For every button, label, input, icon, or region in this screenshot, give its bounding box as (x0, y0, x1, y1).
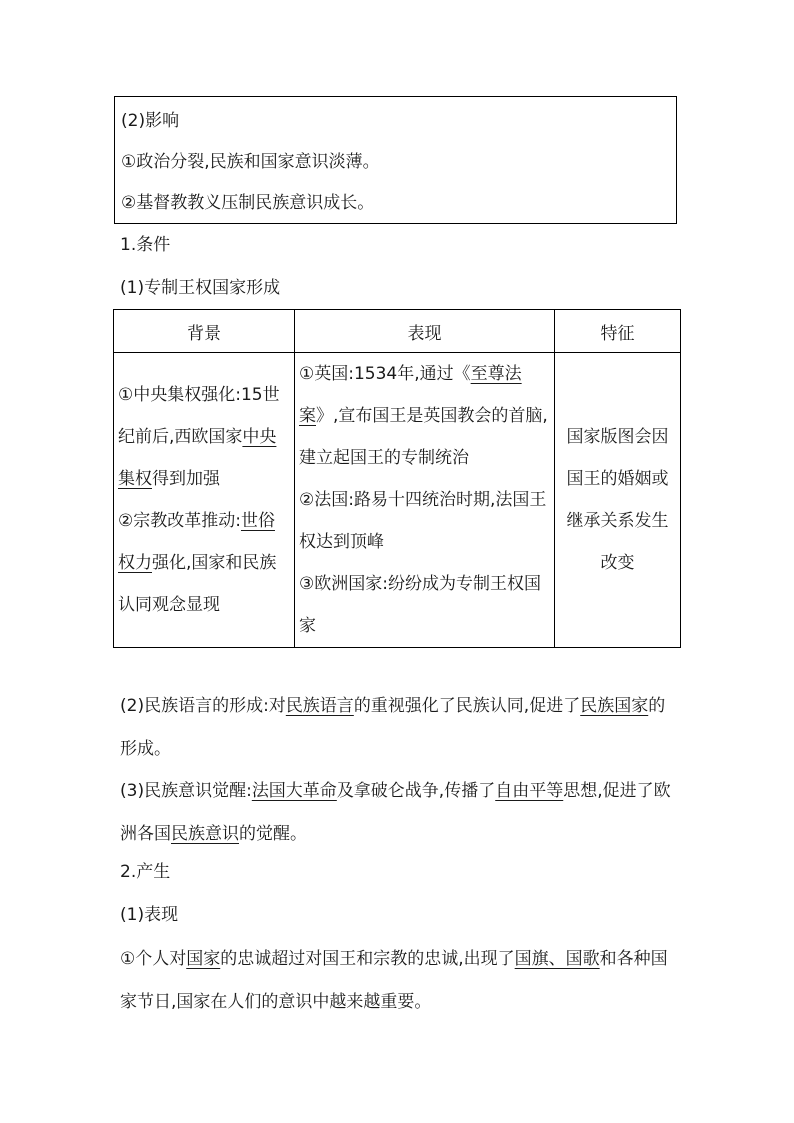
text: 的重视强化了民族认同,促进了 (353, 696, 581, 716)
influence-box (114, 96, 677, 224)
text: 的觉醒。 (239, 824, 307, 844)
paragraph-manifestation (120, 938, 680, 1024)
header-feature: 特征 (555, 310, 681, 353)
feature-cell (555, 353, 681, 648)
influence-heading: (2)影响 (121, 111, 180, 131)
influence-item-2: ②基督教教义压制民族意识成长。 (121, 193, 375, 213)
bg-text: 得到加强 (152, 469, 220, 489)
feature-text: 国家版图会因国王的婚姻或继承关系发生改变 (566, 427, 669, 573)
text: 和各种国家节日,国家在人们的意识中越来越重要。 (120, 949, 668, 1012)
text: (3)民族意识觉醒: (120, 781, 252, 801)
header-background: 背景 (114, 310, 295, 353)
table-row (114, 353, 681, 648)
paragraph-national-awakening (120, 770, 680, 856)
text: 的形成。 (120, 696, 666, 759)
text: ①个人对 (120, 949, 187, 969)
text: 及拿破仑战争,传播了 (336, 781, 496, 801)
section-2-title: 2.产生 (120, 862, 171, 882)
absolutism-table (113, 309, 681, 648)
underline-nation-state: 民族国家 (580, 696, 649, 716)
bg-underline-secular-power: 世俗权力 (118, 511, 275, 573)
text: 思想,促进了欧洲各国 (120, 781, 671, 844)
underline-national-language: 民族语言 (285, 696, 354, 716)
table-header-row (114, 310, 681, 353)
underline-nation: 国家 (186, 949, 221, 969)
underline-french-revolution: 法国大革命 (251, 781, 337, 801)
section-1-title: 1.条件 (120, 235, 171, 255)
section-1-sub-1: (1)专制王权国家形成 (120, 278, 281, 298)
bx-text: 》,宣布国王是英国教会的首脑,建立起国王的专制统治 (299, 406, 548, 468)
bg-text: ①中央集权强化:15世纪前后,西欧国家 (118, 385, 280, 447)
influence-item-1: ①政治分裂,民族和国家意识淡薄。 (121, 152, 380, 172)
underline-liberty-equality: 自由平等 (495, 781, 564, 801)
paragraph-national-language (120, 685, 680, 771)
text: (2)民族语言的形成:对 (120, 696, 286, 716)
bx-underline-act-of-supremacy: 至尊法案 (299, 364, 522, 426)
bg-text: 强化,国家和民族认同观念显现 (118, 553, 277, 615)
bx-text: ①英国:1534年,通过《 (299, 364, 471, 384)
underline-flag-anthem: 国旗、国歌 (514, 949, 600, 969)
manifestation-cell (295, 353, 555, 648)
bg-text: ②宗教改革推动: (118, 511, 241, 531)
text: 的忠诚超过对国王和宗教的忠诚,出现了 (220, 949, 515, 969)
bg-underline-centralization: 中央集权 (118, 427, 277, 489)
section-2-sub-1: (1)表现 (120, 905, 179, 925)
background-cell (114, 353, 295, 648)
bx-europe: ③欧洲国家:纷纷成为专制王权国家 (299, 574, 541, 636)
underline-national-consciousness: 民族意识 (171, 824, 239, 844)
bx-france: ②法国:路易十四统治时期,法国王权达到顶峰 (299, 490, 547, 552)
header-manifestation: 表现 (295, 310, 555, 353)
